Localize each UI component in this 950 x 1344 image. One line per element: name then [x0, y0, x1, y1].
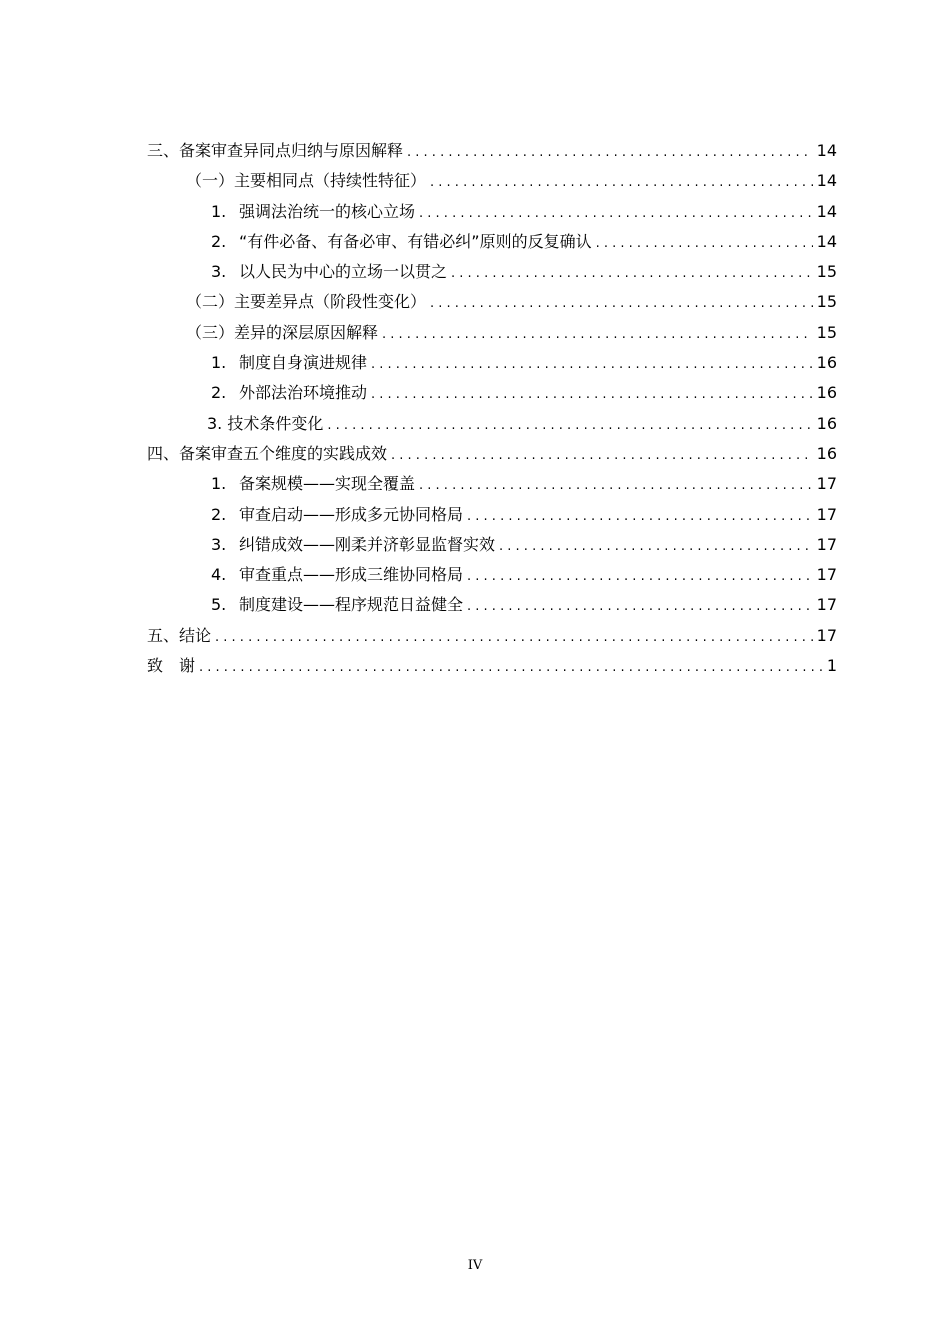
toc-entry-page: 15 — [816, 322, 837, 342]
toc-entry-page: 14 — [816, 231, 837, 251]
toc-entry-title: （三）差异的深层原因解释 — [186, 322, 379, 342]
toc-entry-page: 14 — [816, 201, 837, 221]
toc-entry-page: 15 — [816, 262, 837, 282]
toc-dot-leader — [327, 411, 812, 441]
toc-entry-page: 16 — [816, 383, 837, 403]
toc-entry-number: 3. — [211, 534, 227, 554]
toc-entry-title: 致 谢 — [147, 656, 196, 676]
toc-entry-title: 强调法治统一的核心立场 — [239, 201, 416, 221]
toc-entry-page: 16 — [816, 413, 837, 433]
toc-entry-title: （一）主要相同点（持续性特征） — [186, 171, 427, 191]
page-number: IV — [467, 1258, 483, 1273]
toc-entry-page: 17 — [816, 565, 837, 585]
toc-entry-number: 1. — [211, 353, 227, 373]
toc-dot-leader — [430, 289, 813, 319]
toc-entry[interactable] — [147, 287, 837, 317]
toc-entry-page: 17 — [816, 474, 837, 494]
toc-entry-page: 16 — [816, 443, 837, 463]
toc-dot-leader — [430, 168, 813, 198]
toc-entry[interactable] — [147, 621, 837, 651]
toc-entry-page: 17 — [816, 534, 837, 554]
toc-entry[interactable] — [147, 469, 837, 499]
toc-dot-leader — [499, 532, 813, 562]
toc-entry[interactable] — [147, 378, 837, 408]
toc-entry-number: 2. — [211, 383, 227, 403]
toc-dot-leader — [419, 199, 813, 229]
toc-entry-number: 1. — [211, 201, 227, 221]
toc-entry-page: 15 — [816, 292, 837, 312]
toc-entry-title: 四、备案审查五个维度的实践成效 — [147, 443, 388, 463]
toc-entry-number: 1. — [211, 474, 227, 494]
toc-entry-page: 17 — [816, 504, 837, 524]
toc-entry-number: 2. — [211, 504, 227, 524]
toc-entry-page: 17 — [816, 595, 837, 615]
toc-entry-title: 备案规模——实现全覆盖 — [239, 474, 416, 494]
toc-entry[interactable] — [147, 530, 837, 560]
toc-entry-number: 4. — [211, 565, 227, 585]
toc-dot-leader — [371, 380, 813, 410]
toc-entry[interactable] — [147, 409, 837, 439]
toc-entry[interactable] — [147, 560, 837, 590]
toc-entry-title: 制度自身演进规律 — [239, 353, 368, 373]
toc-entry[interactable] — [147, 197, 837, 227]
toc-entry-number: 5. — [211, 595, 227, 615]
toc-entry-title: 审查启动——形成多元协同格局 — [239, 504, 464, 524]
toc-entry-title: 制度建设——程序规范日益健全 — [239, 595, 464, 615]
toc-entry[interactable] — [147, 651, 837, 681]
toc-entry-number: 2. — [211, 231, 227, 251]
toc-dot-leader — [451, 259, 813, 289]
toc-entry[interactable] — [147, 348, 837, 378]
toc-entry-page: 1 — [826, 656, 837, 676]
toc-dot-leader — [371, 350, 813, 380]
toc-entry[interactable] — [147, 166, 837, 196]
toc-dot-leader — [215, 623, 813, 653]
toc-entry[interactable] — [147, 136, 837, 166]
toc-entry-title: “有件必备、有备必审、有错必纠”原则的反复确认 — [239, 231, 592, 251]
toc-dot-leader — [467, 562, 813, 592]
toc-entry-page: 17 — [816, 625, 837, 645]
toc-dot-leader — [407, 138, 813, 168]
toc-dot-leader — [596, 229, 813, 259]
toc-dot-leader — [467, 592, 813, 622]
toc-entry-title: 外部法治环境推动 — [239, 383, 368, 403]
toc-dot-leader — [467, 502, 813, 532]
toc-entry[interactable] — [147, 500, 837, 530]
toc-entry-title: （二）主要差异点（阶段性变化） — [186, 292, 427, 312]
toc-entry-title: 三、备案审查异同点归纳与原因解释 — [147, 141, 404, 160]
table-of-contents — [147, 136, 837, 681]
toc-dot-leader — [199, 653, 823, 683]
toc-entry-page: 14 — [816, 141, 837, 160]
toc-entry[interactable] — [147, 318, 837, 348]
toc-dot-leader — [382, 320, 813, 350]
toc-entry-page: 16 — [816, 353, 837, 373]
toc-entry-page: 14 — [816, 171, 837, 191]
toc-entry-title: 审查重点——形成三维协同格局 — [239, 565, 464, 585]
toc-entry-title: 以人民为中心的立场一以贯之 — [239, 262, 448, 282]
toc-entry[interactable] — [147, 590, 837, 620]
toc-entry[interactable] — [147, 257, 837, 287]
toc-entry-title: 五、结论 — [147, 625, 212, 645]
toc-entry-title: 纠错成效——刚柔并济彰显监督实效 — [239, 534, 496, 554]
toc-entry-title: 3. 技术条件变化 — [207, 413, 324, 433]
toc-entry[interactable] — [147, 439, 837, 469]
toc-entry[interactable] — [147, 227, 837, 257]
toc-entry-number: 3. — [211, 262, 227, 282]
toc-dot-leader — [419, 471, 813, 501]
toc-dot-leader — [391, 441, 813, 471]
